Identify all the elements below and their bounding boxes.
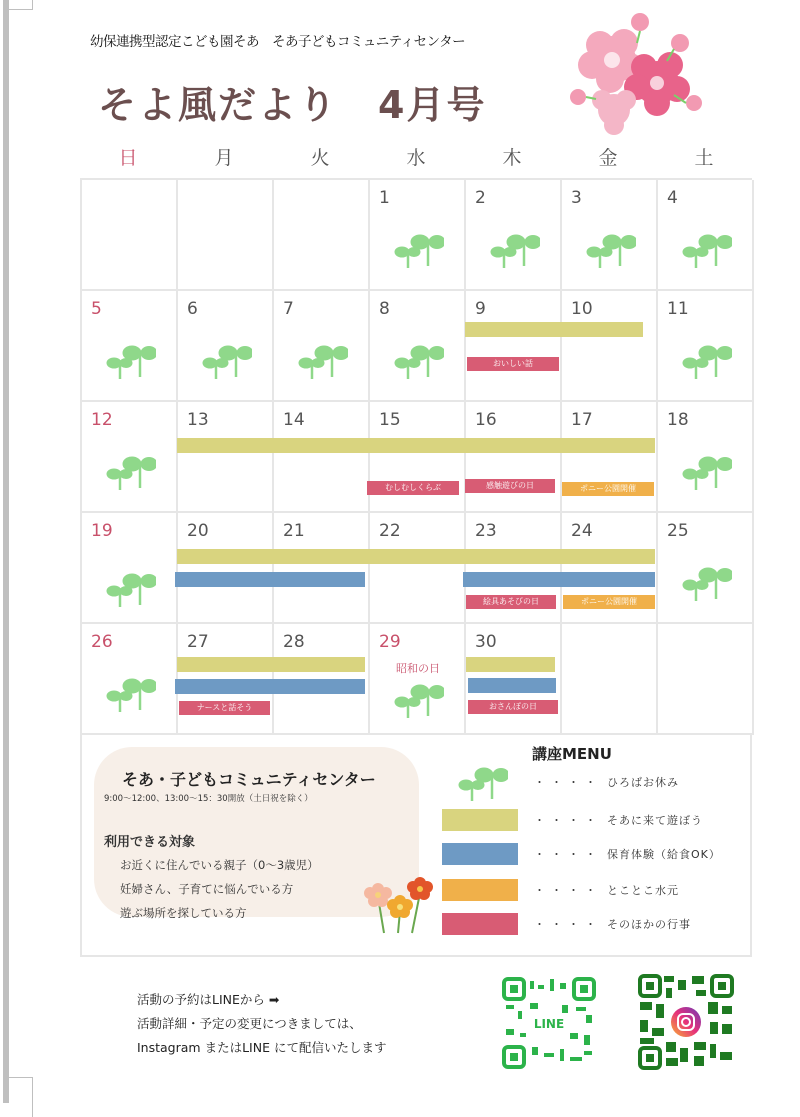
menu-dots: ・・・・ bbox=[534, 884, 602, 897]
footer-line: 活動の予約はLINEから ➡ bbox=[137, 992, 280, 1007]
info-section bbox=[80, 733, 752, 957]
weekday-thu: 木 bbox=[502, 147, 522, 169]
day-cell bbox=[178, 513, 274, 624]
menu-dots: ・・・・ bbox=[534, 814, 602, 827]
day-number: 7 bbox=[283, 299, 294, 319]
menu-row bbox=[442, 879, 742, 903]
swatch-blue bbox=[442, 843, 518, 865]
menu-title: 講座MENU bbox=[532, 745, 612, 763]
event-tag[interactable]: おさんぽの日 bbox=[468, 700, 558, 714]
day-number: 23 bbox=[475, 521, 497, 541]
day-cell bbox=[466, 291, 562, 402]
day-number: 19 bbox=[91, 521, 113, 541]
day-number: 2 bbox=[475, 188, 486, 208]
day-number: 6 bbox=[187, 299, 198, 319]
day-cell bbox=[562, 180, 658, 291]
menu-row bbox=[442, 913, 742, 937]
day-number: 26 bbox=[91, 632, 113, 652]
day-cell bbox=[658, 291, 754, 402]
day-number: 29 bbox=[379, 632, 401, 652]
day-number: 30 bbox=[475, 632, 497, 652]
day-number: 4 bbox=[667, 188, 678, 208]
event-tag[interactable]: ナースと話そう bbox=[179, 701, 270, 715]
event-tag[interactable]: ポニー公園開催 bbox=[562, 482, 654, 496]
event-bar-blue[interactable] bbox=[175, 572, 365, 587]
menu-row bbox=[442, 843, 742, 867]
day-cell bbox=[274, 513, 370, 624]
menu-row bbox=[442, 809, 742, 833]
center-title: そあ・子どもコミュニティセンター bbox=[122, 770, 376, 789]
day-cell bbox=[274, 180, 370, 291]
sprout-icon bbox=[106, 676, 156, 716]
holiday-label: 昭和の日 bbox=[396, 662, 440, 675]
day-cell bbox=[178, 291, 274, 402]
event-bar-blue[interactable] bbox=[463, 572, 655, 587]
day-number: 11 bbox=[667, 299, 689, 319]
event-bar-blue[interactable] bbox=[468, 678, 556, 693]
sprout-icon bbox=[394, 343, 444, 383]
page-margin-line bbox=[3, 0, 9, 1103]
day-cell bbox=[466, 180, 562, 291]
target-item: 妊婦さん、子育てに悩んでいる方 bbox=[120, 882, 294, 896]
event-bar-yellow[interactable] bbox=[466, 657, 555, 672]
event-tag[interactable]: むしむしくらぶ bbox=[367, 481, 459, 495]
day-cell bbox=[658, 180, 754, 291]
menu-label: とことこ水元 bbox=[607, 884, 679, 897]
day-number: 17 bbox=[571, 410, 593, 430]
day-number: 8 bbox=[379, 299, 390, 319]
day-number: 13 bbox=[187, 410, 209, 430]
day-cell bbox=[82, 291, 178, 402]
target-item: 遊ぶ場所を探している方 bbox=[120, 906, 247, 920]
day-number: 1 bbox=[379, 188, 390, 208]
menu-label: そあに来て遊ぼう bbox=[607, 814, 703, 827]
swatch-orange bbox=[442, 879, 518, 901]
opening-hours: 9:00〜12:00、13:00〜15：30開放（土日祝を除く） bbox=[104, 794, 313, 804]
day-number: 20 bbox=[187, 521, 209, 541]
day-number: 28 bbox=[283, 632, 305, 652]
day-number: 16 bbox=[475, 410, 497, 430]
day-cell bbox=[658, 624, 754, 735]
target-heading: 利用できる対象 bbox=[104, 835, 196, 850]
sprout-icon bbox=[298, 343, 348, 383]
sprout-icon bbox=[682, 454, 732, 494]
event-bar-blue[interactable] bbox=[175, 679, 365, 694]
newsletter-title: そよ風だより 4月号 bbox=[98, 83, 487, 127]
menu-label: 保育体験（給食OK） bbox=[607, 848, 721, 861]
day-number: 22 bbox=[379, 521, 401, 541]
day-cell bbox=[82, 402, 178, 513]
organization-name: 幼保連携型認定こども園そあ そあ子どもコミュニティセンター bbox=[90, 34, 466, 50]
day-cell bbox=[370, 402, 466, 513]
sprout-icon bbox=[394, 232, 444, 272]
weekday-header bbox=[80, 143, 752, 170]
sprout-icon bbox=[106, 343, 156, 383]
day-number: 9 bbox=[475, 299, 486, 319]
swatch-yellow bbox=[442, 809, 518, 831]
crop-mark-top bbox=[3, 0, 33, 10]
event-bar-yellow[interactable] bbox=[177, 657, 365, 672]
day-cell bbox=[274, 291, 370, 402]
day-cell bbox=[562, 624, 658, 735]
instagram-qr-code[interactable] bbox=[636, 972, 736, 1072]
weekday-wed: 水 bbox=[406, 147, 426, 169]
svg-text:LINE: LINE bbox=[533, 1017, 565, 1031]
day-number: 25 bbox=[667, 521, 689, 541]
day-number: 21 bbox=[283, 521, 305, 541]
day-cell bbox=[82, 624, 178, 735]
sprout-icon bbox=[682, 232, 732, 272]
calendar-grid bbox=[80, 178, 752, 733]
sprout-icon bbox=[682, 565, 732, 605]
flowers-icon bbox=[362, 875, 434, 935]
sprout-icon bbox=[106, 571, 156, 611]
day-cell bbox=[274, 402, 370, 513]
center-info-box bbox=[94, 747, 419, 920]
day-number: 18 bbox=[667, 410, 689, 430]
day-cell bbox=[370, 291, 466, 402]
target-item: お近くに住んでいる親子（0〜3歳児） bbox=[120, 858, 319, 872]
day-number: 15 bbox=[379, 410, 401, 430]
day-cell bbox=[178, 180, 274, 291]
day-cell bbox=[178, 402, 274, 513]
day-cell bbox=[562, 402, 658, 513]
day-number: 12 bbox=[91, 410, 113, 430]
menu-dots: ・・・・ bbox=[534, 848, 602, 861]
swatch-pink bbox=[442, 913, 518, 935]
day-cell bbox=[82, 180, 178, 291]
crop-mark-bottom bbox=[3, 1077, 33, 1117]
day-cell bbox=[82, 513, 178, 624]
day-cell bbox=[562, 291, 658, 402]
line-qr-code[interactable] bbox=[500, 975, 598, 1071]
weekday-fri: 金 bbox=[598, 147, 618, 169]
weekday-sun: 日 bbox=[118, 147, 138, 169]
day-number: 14 bbox=[283, 410, 305, 430]
menu-label: ひろばお休み bbox=[607, 776, 679, 789]
event-bar-yellow[interactable] bbox=[177, 549, 655, 564]
day-number: 24 bbox=[571, 521, 593, 541]
day-number: 10 bbox=[571, 299, 593, 319]
menu-row bbox=[442, 771, 742, 795]
event-bar-yellow[interactable] bbox=[177, 438, 655, 453]
event-tag[interactable]: ポニー公園開催 bbox=[563, 595, 655, 609]
sprout-icon bbox=[394, 682, 444, 722]
event-tag[interactable]: 絵具あそびの日 bbox=[466, 595, 556, 609]
sprout-icon bbox=[202, 343, 252, 383]
day-cell bbox=[658, 513, 754, 624]
menu-label: そのほかの行事 bbox=[607, 918, 691, 931]
day-number: 3 bbox=[571, 188, 582, 208]
sprout-icon bbox=[106, 454, 156, 494]
footer-line: 活動詳細・予定の変更につきましては、 bbox=[137, 1016, 362, 1031]
day-cell bbox=[370, 180, 466, 291]
weekday-sat: 土 bbox=[694, 147, 714, 169]
day-cell bbox=[370, 513, 466, 624]
instagram-icon bbox=[671, 1007, 701, 1037]
sprout-icon bbox=[490, 232, 540, 272]
weekday-tue: 火 bbox=[310, 147, 330, 169]
weekday-mon: 月 bbox=[214, 147, 234, 169]
menu-dots: ・・・・ bbox=[534, 918, 602, 931]
plum-blossom-icon bbox=[562, 5, 717, 135]
event-tag[interactable]: おいしい話 bbox=[467, 357, 559, 371]
day-cell bbox=[466, 402, 562, 513]
sprout-icon bbox=[458, 765, 508, 801]
sprout-icon bbox=[586, 232, 636, 272]
footer-line: Instagram またはLINE にて配信いたします bbox=[137, 1040, 387, 1055]
sprout-icon bbox=[682, 343, 732, 383]
day-number: 5 bbox=[91, 299, 102, 319]
menu-dots: ・・・・ bbox=[534, 776, 602, 789]
day-cell bbox=[370, 624, 466, 735]
day-number: 27 bbox=[187, 632, 209, 652]
event-bar-yellow[interactable] bbox=[465, 322, 643, 337]
event-tag[interactable]: 感触遊びの日 bbox=[465, 479, 555, 493]
day-cell bbox=[658, 402, 754, 513]
